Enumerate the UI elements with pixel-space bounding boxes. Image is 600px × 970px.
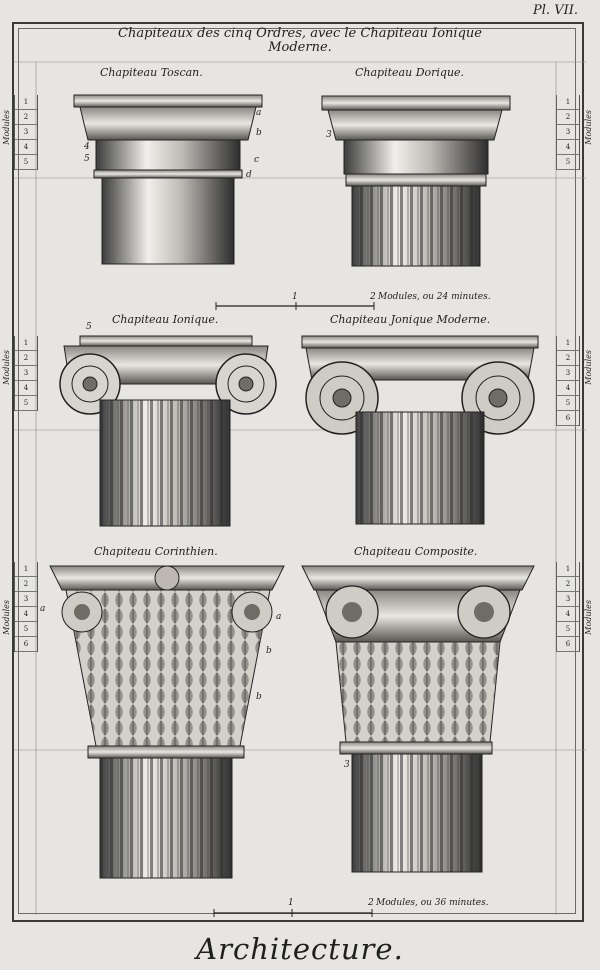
module-label-right-middle: Modules	[584, 350, 593, 385]
ruler-tick: 3	[557, 366, 579, 381]
ruler-tick: 6	[557, 411, 579, 426]
mark-b: b	[256, 128, 262, 138]
mark-3: 3	[326, 130, 332, 140]
ruler-tick: 6	[15, 637, 37, 652]
mark-c: c	[254, 155, 260, 165]
mark-a: a	[256, 108, 262, 118]
module-label-right-lower: Modules	[584, 600, 593, 635]
ruler-tick: 2	[15, 351, 37, 366]
ruler-tick: 3	[15, 592, 37, 607]
ruler-tick: 1	[15, 95, 37, 110]
ruler-tick: 1	[557, 336, 579, 351]
ruler-tick: 2	[557, 351, 579, 366]
mark-d: d	[246, 170, 252, 180]
mark-corinthian-b-lower: b	[256, 692, 262, 702]
caption-composite: Chapiteau Composite.	[354, 545, 478, 558]
ruler-tick: 5	[557, 155, 579, 170]
upper-scale-label: Modules, ou 24 minutes.	[378, 292, 491, 302]
ruler-tick: 5	[557, 622, 579, 637]
module-label-right-upper: Modules	[584, 110, 593, 145]
corinthian-capital	[50, 566, 284, 878]
doric-capital	[322, 96, 510, 266]
plate-title-line1: Chapiteaux des cinq Ordres, avec le Chapiteau Ionique	[118, 26, 482, 41]
upper-scale-1: 1	[292, 292, 298, 302]
module-label-left-middle: Modules	[2, 350, 11, 385]
ruler-tick: 1	[557, 562, 579, 577]
tuscan-capital	[74, 95, 262, 264]
mark-composite-3: 3	[344, 760, 350, 770]
ruler-tick: 4	[557, 381, 579, 396]
ruler-tick: 2	[557, 577, 579, 592]
ruler-tick: 4	[15, 140, 37, 155]
ruler-tick: 4	[557, 140, 579, 155]
plate-footer: Architecture.	[196, 932, 404, 966]
modern-ionic-capital	[302, 336, 538, 524]
caption-modern-ionic: Chapiteau Jonique Moderne.	[330, 313, 491, 326]
ruler-tick: 6	[557, 637, 579, 652]
plate-number: Pl. VII.	[533, 3, 578, 18]
upper-scale-2: 2	[370, 292, 376, 302]
module-label-left-upper: Modules	[2, 110, 11, 145]
caption-corinthian: Chapiteau Corinthien.	[94, 545, 218, 558]
mark-5: 5	[84, 154, 90, 164]
ruler-tick: 1	[15, 562, 37, 577]
mark-4: 4	[84, 142, 90, 152]
ruler-tick: 3	[15, 125, 37, 140]
ruler-tick: 5	[557, 396, 579, 411]
ruler-tick: 4	[15, 607, 37, 622]
module-label-left-lower: Modules	[2, 600, 11, 635]
mark-corinthian-b: b	[266, 646, 272, 656]
ionic-capital	[60, 336, 276, 526]
lower-scale-label: Modules, ou 36 minutes.	[376, 898, 489, 908]
ruler-tick: 2	[557, 110, 579, 125]
lower-scale-2: 2	[368, 898, 374, 908]
mark-ionic-5: 5	[86, 322, 92, 332]
caption-doric: Chapiteau Dorique.	[355, 66, 465, 79]
plate-title-line2: Moderne.	[268, 40, 332, 55]
caption-ionic: Chapiteau Ionique.	[112, 313, 219, 326]
ruler-tick: 5	[15, 396, 37, 411]
lower-scale-1: 1	[288, 898, 294, 908]
ruler-tick: 1	[557, 95, 579, 110]
ruler-tick: 3	[557, 125, 579, 140]
ruler-tick: 3	[15, 366, 37, 381]
mark-corinthian-a: a	[40, 604, 46, 614]
composite-capital	[302, 566, 534, 872]
mark-corinthian-a-right: a	[276, 612, 282, 622]
ruler-tick: 2	[15, 577, 37, 592]
ruler-tick: 5	[15, 155, 37, 170]
ruler-tick: 4	[15, 381, 37, 396]
ruler-tick: 4	[557, 607, 579, 622]
ruler-tick: 1	[15, 336, 37, 351]
ruler-tick: 2	[15, 110, 37, 125]
ruler-tick: 5	[15, 622, 37, 637]
ruler-tick: 3	[557, 592, 579, 607]
caption-tuscan: Chapiteau Toscan.	[100, 66, 203, 79]
